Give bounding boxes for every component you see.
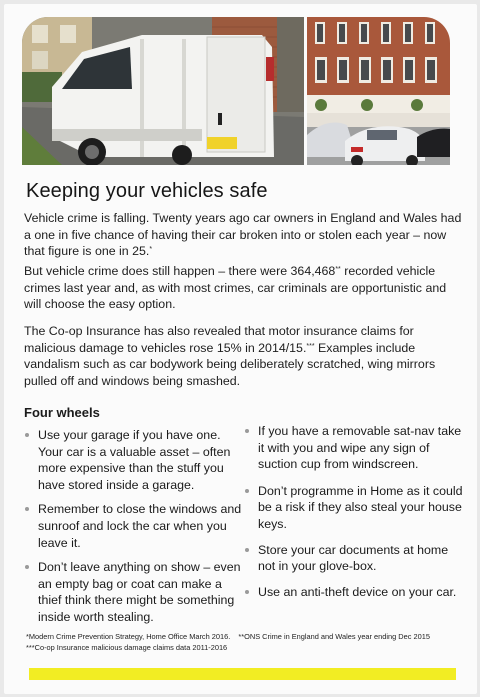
bullet-icon (25, 507, 29, 511)
tip-text: Don’t programme in Home as it could be a risk if they also steal your house keys. (258, 483, 463, 531)
list-item (24, 427, 244, 493)
bullet-icon (245, 590, 249, 594)
list-item (24, 501, 244, 551)
leaflet-page (4, 4, 477, 694)
insurance-text-b: Examples include vandalism such as car bodywork being deliberately scratched, wing mirrors pulled off and windows being smashed. (24, 340, 436, 388)
list-item (244, 483, 464, 533)
tip-text: Store your car documents at home not in your glove-box. (258, 542, 449, 574)
tip-text: Don’t leave anything on show – even an empty bag or coat can make a thief think there might be something inside worth stealing. (38, 560, 241, 624)
crime-stats-text-b: recorded vehicle crimes last year and, as with most crimes, car criminals are opportunistic and will choose the easy option. (24, 264, 447, 312)
bullet-icon (25, 565, 29, 569)
tip-text: If you have a removable sat-nav take it with you and wipe any sign of suction cup from windscreen. (258, 424, 462, 472)
section-title: Four wheels (24, 405, 100, 420)
footnote-1: *Modern Crime Prevention Strategy, Home Office March 2016. (26, 632, 231, 641)
footnote-marker-3: *** (306, 342, 315, 350)
list-item (244, 423, 464, 473)
insurance-text-a: The Co-op Insurance has also revealed that motor insurance claims for malicious damage to vehicles rose 15% in 2014/15. (24, 324, 414, 355)
footnotes (26, 631, 466, 653)
intro-text: Vehicle crime is falling. Twenty years ago car owners in England and Wales had a one in five chance of having their car broken into or stolen each year – now that figure is one in 25. (24, 211, 462, 259)
bullet-icon (245, 548, 249, 552)
footnote-2: **ONS Crime in England and Wales year ending Dec 2015 (238, 632, 430, 641)
tips-list-left (24, 427, 244, 634)
list-item (24, 559, 244, 625)
bullet-icon (25, 433, 29, 437)
tip-text: Use an anti-theft device on your car. (258, 584, 457, 599)
list-item (244, 584, 464, 601)
street-photo (307, 17, 450, 165)
insurance-paragraph (24, 323, 466, 389)
van-photo (22, 17, 304, 165)
page-title: Keeping your vehicles safe (26, 180, 268, 202)
footnote-marker-2: ** (335, 266, 341, 273)
tip-text: Remember to close the windows and sunroof and lock the car when you leave it. (38, 502, 242, 550)
tip-text: Use your garage if you have one. Your car is a valuable asset – often more expensive than the stuff you have stored inside a garage. (38, 428, 231, 492)
list-item (244, 542, 464, 575)
bullet-icon (245, 429, 249, 433)
footnote-row (26, 631, 466, 642)
accent-bar (29, 668, 456, 680)
intro-paragraph (24, 210, 466, 260)
footnote-marker-1: * (149, 246, 153, 254)
crime-stats-paragraph (24, 263, 466, 313)
bullet-icon (245, 489, 249, 493)
tips-list-right (244, 423, 464, 608)
footnote-row (26, 642, 466, 653)
crime-stats-text-a: But vehicle crime does still happen – there were 364,468 (24, 264, 336, 278)
footnote-3: ***Co-op Insurance malicious damage claims data 2011-2016 (26, 643, 228, 652)
